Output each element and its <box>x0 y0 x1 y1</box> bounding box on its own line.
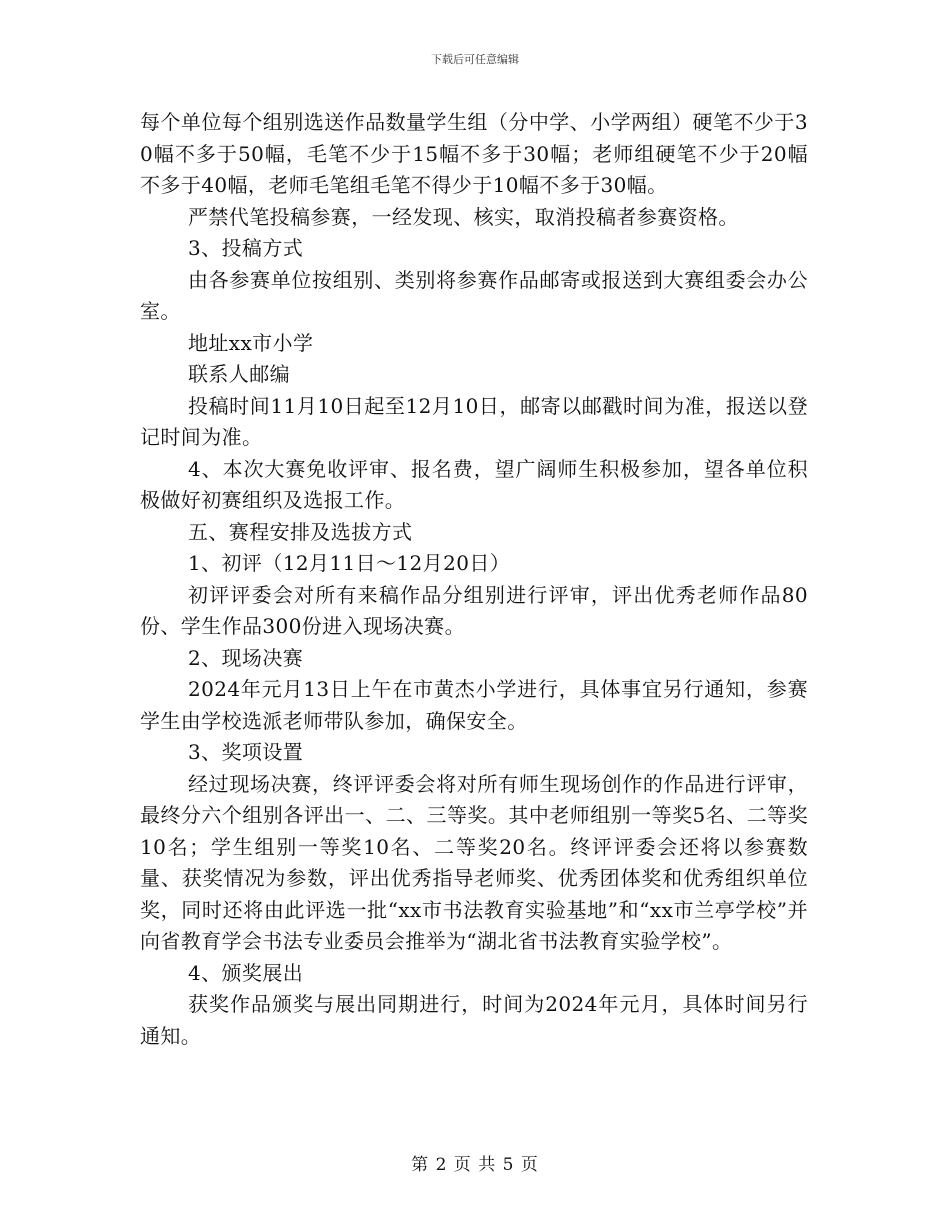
paragraph: 初评评委会对所有来稿作品分组别进行评审，评出优秀老师作品80份、学生作品300份进入现场决赛。 <box>140 582 808 638</box>
paragraph: 获奖作品颁奖与展出同期进行，时间为2024年元月，具体时间另行通知。 <box>140 992 808 1048</box>
paragraph: 严禁代笔投稿参赛，一经发现、核实，取消投稿者参赛资格。 <box>188 204 739 229</box>
paragraph: 4、本次大赛免收评审、报名费，望广阔师生积极参加，望各单位积极做好初赛组织及选报工作。 <box>140 456 808 512</box>
section-heading: 五、赛程安排及选拔方式 <box>188 519 413 544</box>
section-heading: 2、现场决赛 <box>188 645 304 670</box>
contact-line: 联系人邮编 <box>188 362 290 386</box>
page-footer: 第 2 页 共 5 页 <box>411 1155 539 1175</box>
section-heading: 1、初评（12月11日～12月20日） <box>188 551 511 575</box>
document-body <box>140 107 808 1052</box>
paragraph: 2024年元月13日上午在市黄杰小学进行，具体事宜另行通知，参赛学生由学校选派老师带队参加，确保安全。 <box>140 677 808 733</box>
section-heading: 3、投稿方式 <box>188 236 304 260</box>
section-heading: 3、奖项设置 <box>188 740 304 764</box>
page-header: 下载后可任意编辑 <box>431 53 519 66</box>
section-heading: 4、颁奖展出 <box>188 960 304 985</box>
paragraph: 经过现场决赛，终评评委会将对所有师生现场创作的作品进行评审，最终分六个组别各评出一、二、三等奖。其中老师组别一等奖5名、二等奖10名；学生组别一等奖10名、二等奖20名。终评评委会还将以参赛数量、获奖情况为参数，评出优秀指导老师奖、优秀团体奖和优秀组织单位奖，同时还将由此评选一批“xx市书法教育实验基地”和“xx市兰亭学校”并向省教育学会书法专业委员会推举为“湖北省书法教育实验学校”。 <box>140 771 808 953</box>
address-line: 地址xx市小学 <box>188 330 314 355</box>
paragraph: 每个单位每个组别选送作品数量学生组（分中学、小学两组）硬笔不少于30幅不多于50幅，毛笔不少于15幅不多于30幅；老师组硬笔不少于20幅不多于40幅，老师毛笔组毛笔不得少于10幅不多于30幅。 <box>140 110 808 197</box>
paragraph: 由各参赛单位按组别、类别将参赛作品邮寄或报送到大赛组委会办公室。 <box>140 267 808 323</box>
paragraph: 投稿时间11月10日起至12月10日，邮寄以邮戳时间为准，报送以登记时间为准。 <box>140 393 808 449</box>
